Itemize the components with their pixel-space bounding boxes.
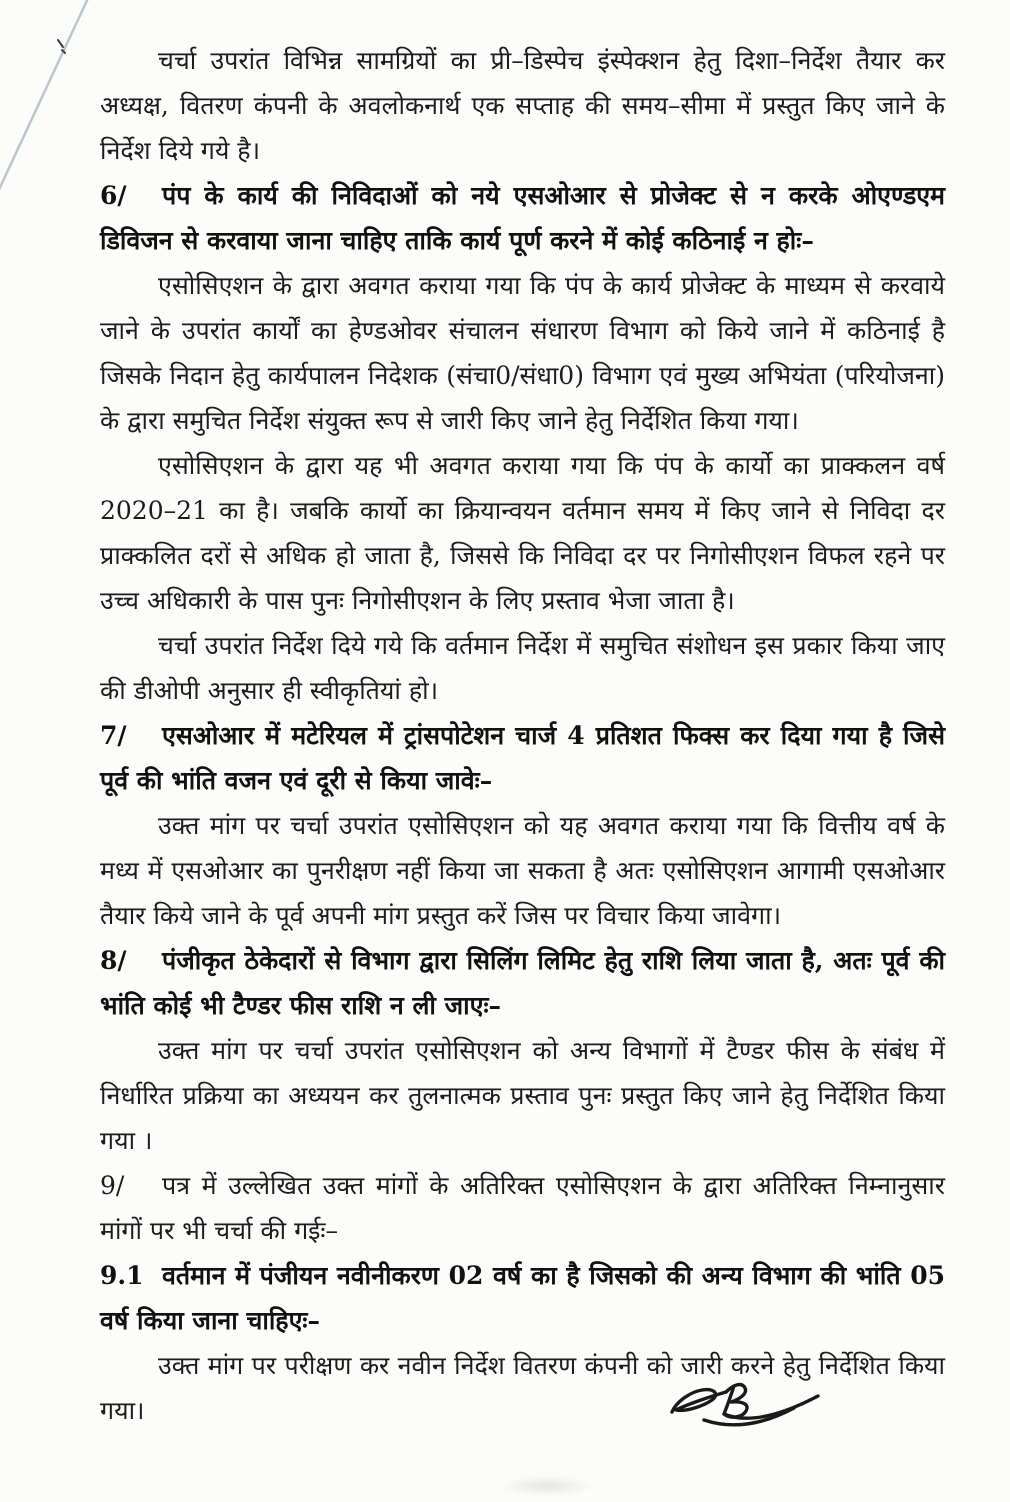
item-number: 9.1 — [100, 1261, 144, 1290]
numbered-heading-9-1 — [100, 1253, 945, 1343]
signature-icon — [668, 1376, 828, 1442]
item-number: 6/ — [100, 181, 127, 210]
item-text: वर्तमान में पंजीयन नवीनीकरण 02 वर्ष का है जिसको की अन्य विभाग की भांति 05 वर्ष किया जाना चाहिएः– — [100, 1261, 945, 1335]
paragraph: एसोसिएशन के द्वारा यह भी अवगत कराया गया कि पंप के कार्यो का प्राक्कलन वर्ष 2020–21 का है। जबकि कार्यो का क्रियान्वयन वर्तमान समय में किए जाने से निविदा दर प्राक्कलित दरों से अधिक हो जाता है, जिससे कि निविदा दर पर निगोसीएशन विफल रहने पर उच्च अधिकारी के पास पुनः निगोसीएशन के लिए प्रस्ताव भेजा जाता है। — [100, 451, 945, 615]
numbered-item-9 — [100, 1163, 945, 1253]
paragraph: चर्चा उपरांत विभिन्न सामग्रियों का प्री–डिस्पेच इंस्पेक्शन हेतु दिशा–निर्देश तैयार कर अध्यक्ष, वितरण कंपनी के अवलोकनार्थ एक सप्ताह की समय–सीमा में प्रस्तुत किए जाने के निर्देश दिये गये है। — [100, 46, 945, 165]
item-number: 7/ — [100, 721, 127, 750]
pen-mark-icon — [52, 36, 76, 60]
numbered-heading-8 — [100, 938, 945, 1028]
item-text: पंजीकृत ठेकेदारों से विभाग द्वारा सिलिंग लिमिट हेतु राशि लिया जाता है, अतः पूर्व की भांति कोई भी टैण्डर फीस राशि न ली जाएः– — [100, 946, 945, 1020]
item-number: 9/ — [100, 1171, 125, 1200]
scanner-smudge — [500, 1476, 595, 1496]
paragraph: उक्त मांग पर परीक्षण कर नवीन निर्देश वितरण कंपनी को जारी करने हेतु निर्देशित किया गया। — [100, 1351, 945, 1425]
paragraph: उक्त मांग पर चर्चा उपरांत एसोसिएशन को अन्य विभागों में टैण्डर फीस के संबंध में निर्धारित प्रक्रिया का अध्ययन कर तुलनात्मक प्रस्ताव पुनः प्रस्तुत किए जाने हेतु निर्देशित किया गया । — [100, 1036, 945, 1155]
numbered-heading-6 — [100, 173, 945, 263]
numbered-heading-7 — [100, 713, 945, 803]
item-text: एसओआर में मटेरियल में ट्रांसपोटेशन चार्ज 4 प्रतिशत फिक्स कर दिया गया है जिसे पूर्व की भांति वजन एवं दूरी से किया जावेः– — [100, 721, 945, 795]
paragraph: एसोसिएशन के द्वारा अवगत कराया गया कि पंप के कार्य प्रोजेक्ट के माध्यम से करवाये जाने के उपरांत कार्यों का हेण्डओवर संचालन संधारण विभाग को किये जाने में कठिनाई है जिसके निदान हेतु कार्यपालन निदेशक (संचा0/संधा0) विभाग एवं मुख्य अभियंता (परियोजना) के द्वारा समुचित निर्देश संयुक्त रूप से जारी किए जाने हेतु निर्देशित किया गया। — [100, 271, 945, 435]
document-body — [100, 38, 945, 1433]
paragraph: चर्चा उपरांत निर्देश दिये गये कि वर्तमान निर्देश में समुचित संशोधन इस प्रकार किया जाए की डीओपी अनुसार ही स्वीकृतियां हो। — [100, 631, 945, 705]
item-text: पंप के कार्य की निविदाओं को नये एसओआर से प्रोजेक्ट से न करके ओएण्डएम डिविजन से करवाया जाना चाहिए ताकि कार्य पूर्ण करने में कोई कठिनाई न होः– — [100, 181, 945, 255]
item-number: 8/ — [100, 946, 127, 975]
item-text: पत्र में उल्लेखित उक्त मांगों के अतिरिक्त एसोसिएशन के द्वारा अतिरिक्त निम्नानुसार मांगों पर भी चर्चा की गईः– — [100, 1171, 945, 1245]
paragraph: उक्त मांग पर चर्चा उपरांत एसोसिएशन को यह अवगत कराया गया कि वित्तीय वर्ष के मध्य में एसओआर का पुनरीक्षण नहीं किया जा सकता है अतः एसोसिएशन आगामी एसओआर तैयार किये जाने के पूर्व अपनी मांग प्रस्तुत करें जिस पर विचार किया जावेगा। — [100, 811, 945, 930]
